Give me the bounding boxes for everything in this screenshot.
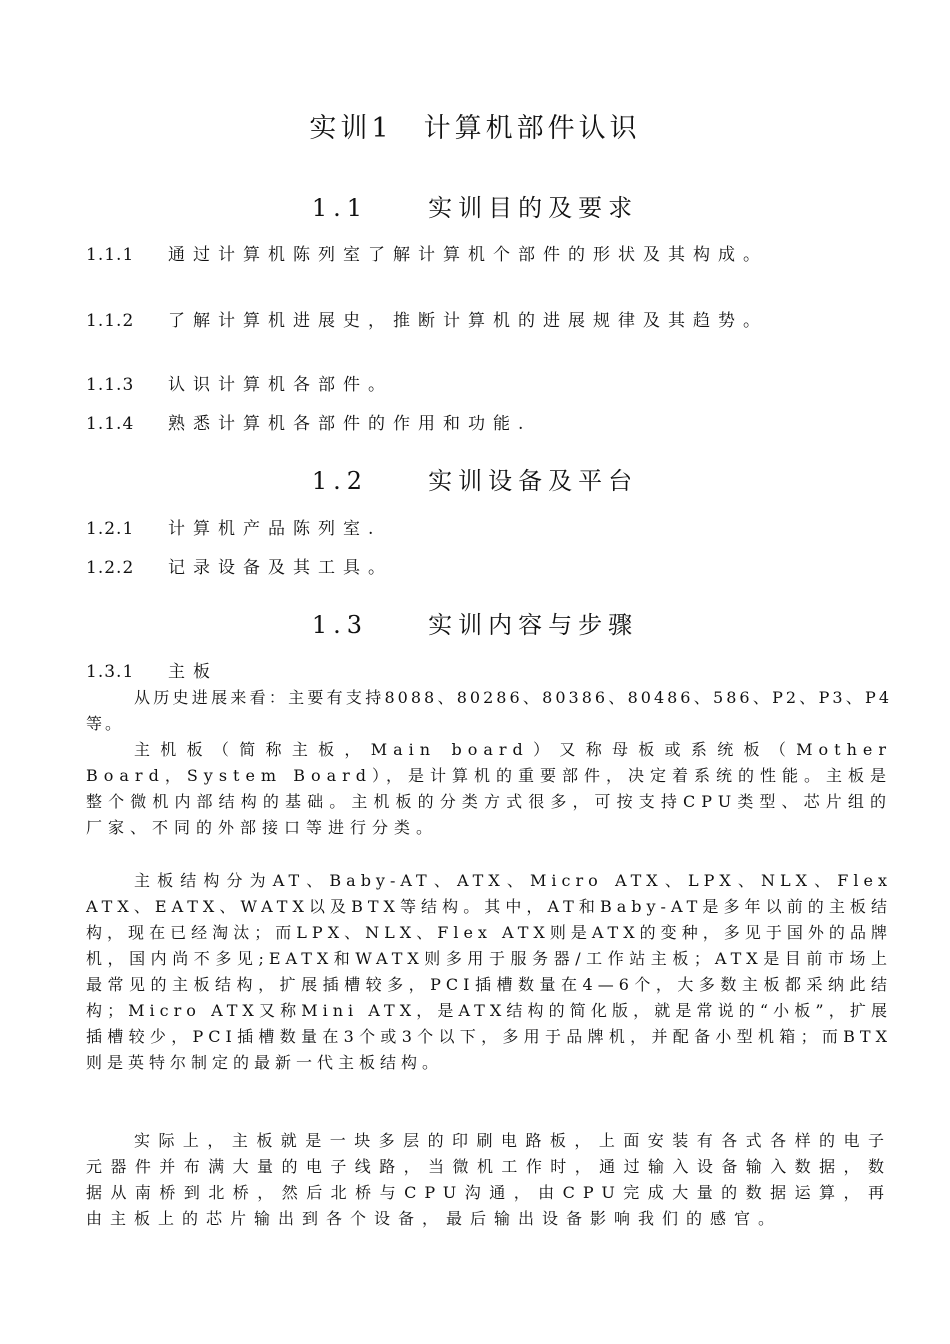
item-number: 1.1.1	[86, 245, 135, 265]
item-text: 计算机产品陈列室.	[168, 519, 382, 539]
item-text: 记录设备及其工具。	[168, 558, 393, 578]
list-item	[86, 242, 892, 268]
body-paragraph: 主板结构分为AT、Baby-AT、ATX、Micro ATX、LPX、NLX、Flex ATX、EATX、WATX以及BTX等结构。其中，AT和Baby-AT是多年以前的主板结构，现在已经淘汰；而LPX、NLX、Flex ATX则是ATX的变种，多见于国外的品牌机，国内尚不多见;EATX和WATX则多用于服务器/工作站主板；ATX是目前市场上最常见的主板结构，扩展插槽较多，PCI插槽数量在4—6个，大多数主板都采纳此结构；Micro ATX又称Mini ATX，是ATX结构的简化版，就是常说的“小板”，扩展插槽较少，PCI插槽数量在3个或3个以下，多用于品牌机，并配备小型机箱；而BTX则是英特尔制定的最新一代主板结构。	[86, 871, 892, 1072]
list-item	[86, 555, 892, 581]
item-text: 熟悉计算机各部件的作用和功能.	[168, 414, 532, 434]
item-number: 1.2.2	[86, 558, 135, 578]
item-number: 1.1.2	[86, 311, 135, 331]
section-heading-1-1: 1.1 实训目的及要求	[311, 194, 639, 222]
item-number: 1.1.3	[86, 375, 135, 395]
page-title: 实训1 计算机部件认识	[309, 113, 641, 144]
list-item	[86, 411, 892, 437]
item-number: 1.1.4	[86, 414, 135, 434]
item-number: 1.2.1	[86, 519, 135, 539]
body-paragraph: 从历史进展来看：主要有支持8088、80286、80386、80486、586、P2、P3、P4等。	[86, 688, 892, 733]
item-number: 1.3.1	[86, 662, 135, 682]
subsection-heading	[86, 659, 892, 685]
item-text: 通过计算机陈列室了解计算机个部件的形状及其构成。	[168, 245, 768, 265]
section-heading-1-2: 1.2 实训设备及平台	[311, 467, 639, 495]
item-text: 主板	[168, 662, 218, 682]
item-text: 认识计算机各部件。	[168, 375, 393, 395]
item-text: 了解计算机进展史，推断计算机的进展规律及其趋势。	[168, 311, 768, 331]
body-paragraph: 主机板（简称主板，Main board）又称母板或系统板（Mother Board，System Board），是计算机的重要部件，决定着系统的性能。主板是整个微机内部结构的基础。主机板的分类方式很多，可按支持CPU类型、芯片组的厂家、不同的外部接口等进行分类。	[86, 740, 893, 837]
list-item	[86, 308, 892, 334]
section-heading-1-3: 1.3 实训内容与步骤	[311, 611, 639, 639]
list-item	[86, 516, 892, 542]
list-item	[86, 372, 892, 398]
body-paragraph: 实际上，主板就是一块多层的印刷电路板，上面安装有各式各样的电子元器件并布满大量的电子线路，当微机工作时，通过输入设备输入数据，数据从南桥到北桥，然后北桥与CPU沟通，由CPU完成大量的数据运算，再由主板上的芯片输出到各个设备，最后输出设备影响我们的感官。	[86, 1131, 892, 1228]
